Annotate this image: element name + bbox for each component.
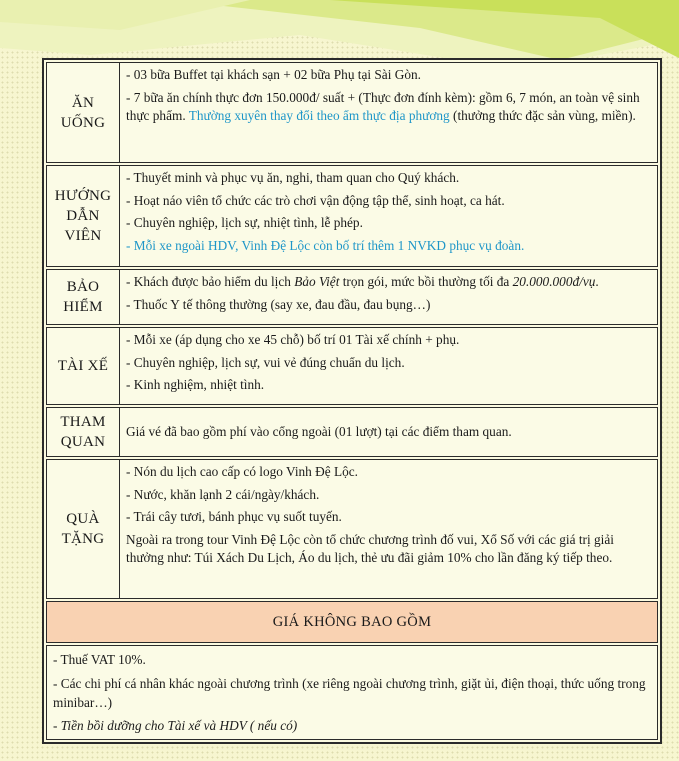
- content-sightseeing: Giá vé đã bao gồm phí vào cổng ngoài (01 lượt) tại các điểm tham quan.: [126, 424, 512, 439]
- label-tour-guide: HƯỚNG DẪN VIÊN: [47, 166, 120, 266]
- excluded-list: [46, 645, 658, 740]
- row-meals: [46, 62, 658, 163]
- label-sightseeing: THAM QUAN: [47, 408, 120, 456]
- label-meals: ĂN UỐNG: [47, 63, 120, 162]
- excluded-item: - Tiền bồi dưỡng cho Tài xế và HDV ( nếu có): [53, 718, 298, 733]
- excluded-item: - Các chi phí cá nhân khác ngoài chương trình (xe riêng ngoài chương trình, giặt ủi, điện thoại, thức uống trong minibar…): [53, 675, 646, 710]
- content-driver: - Mỗi xe (áp dụng cho xe 45 chỗ) bố trí 01 Tài xế chính + phụ. - Chuyên nghiệp, lịch sự, vui vẻ đúng chuẩn du lịch. - Kinh nghiệm, nhiệt tình.: [126, 332, 460, 392]
- row-tour-guide: [46, 165, 658, 267]
- label-insurance: BẢO HIỂM: [47, 270, 120, 324]
- content-gifts: - Nón du lịch cao cấp có logo Vinh Đệ Lộc. - Nước, khăn lạnh 2 cái/ngày/khách. - Trái cây tươi, bánh phục vụ suốt tuyến. Ngoài ra trong tour Vinh Đệ Lộc còn tổ chức chương trình đố vui, Xổ Số với các giá trị giải thưởng như: Túi Xách Du Lịch, Áo du lịch, thẻ ưu đãi giảm 10% cho lần đăng ký tiếp theo.: [126, 464, 614, 565]
- label-driver: TÀI XẾ: [47, 328, 120, 404]
- row-gifts: [46, 459, 658, 599]
- tour-info-table: [42, 58, 662, 744]
- excluded-item: - Thuế VAT 10%.: [53, 652, 146, 667]
- excluded-title: GIÁ KHÔNG BAO GỒM: [272, 613, 432, 630]
- row-insurance: [46, 269, 658, 325]
- content-tour-guide: - Thuyết minh và phục vụ ăn, nghi, tham quan cho Quý khách. - Hoạt náo viên tổ chức các trò chơi vận động tập thể, sinh hoạt, ca hát. - Chuyên nghiệp, lịch sự, nhiệt tình, lễ phép. - Mỗi xe ngoài HDV, Vinh Đệ Lộc còn bố trí thêm 1 NVKD phục vụ đoàn.: [126, 170, 525, 253]
- row-driver: [46, 327, 658, 405]
- label-gifts: QUÀ TẶNG: [47, 460, 120, 598]
- content-insurance: - Khách được bảo hiểm du lịch Bảo Việt trọn gói, mức bồi thường tối đa 20.000.000đ/vụ. - Thuốc Y tế thông thường (say xe, đau đầu, đau bụng…): [126, 274, 599, 312]
- content-meals: - 03 bữa Buffet tại khách sạn + 02 bữa Phụ tại Sài Gòn. - 7 bữa ăn chính thực đơn 150.000đ/ suất + (Thực đơn đính kèm): gồm 6, 7 món, an toàn vệ sinh thực phẩm. Thường xuyên thay đổi theo ẩm thực địa phương (thưởng thức đặc sản vùng, miền).: [126, 67, 640, 123]
- excluded-header: [46, 601, 658, 643]
- row-sightseeing: [46, 407, 658, 457]
